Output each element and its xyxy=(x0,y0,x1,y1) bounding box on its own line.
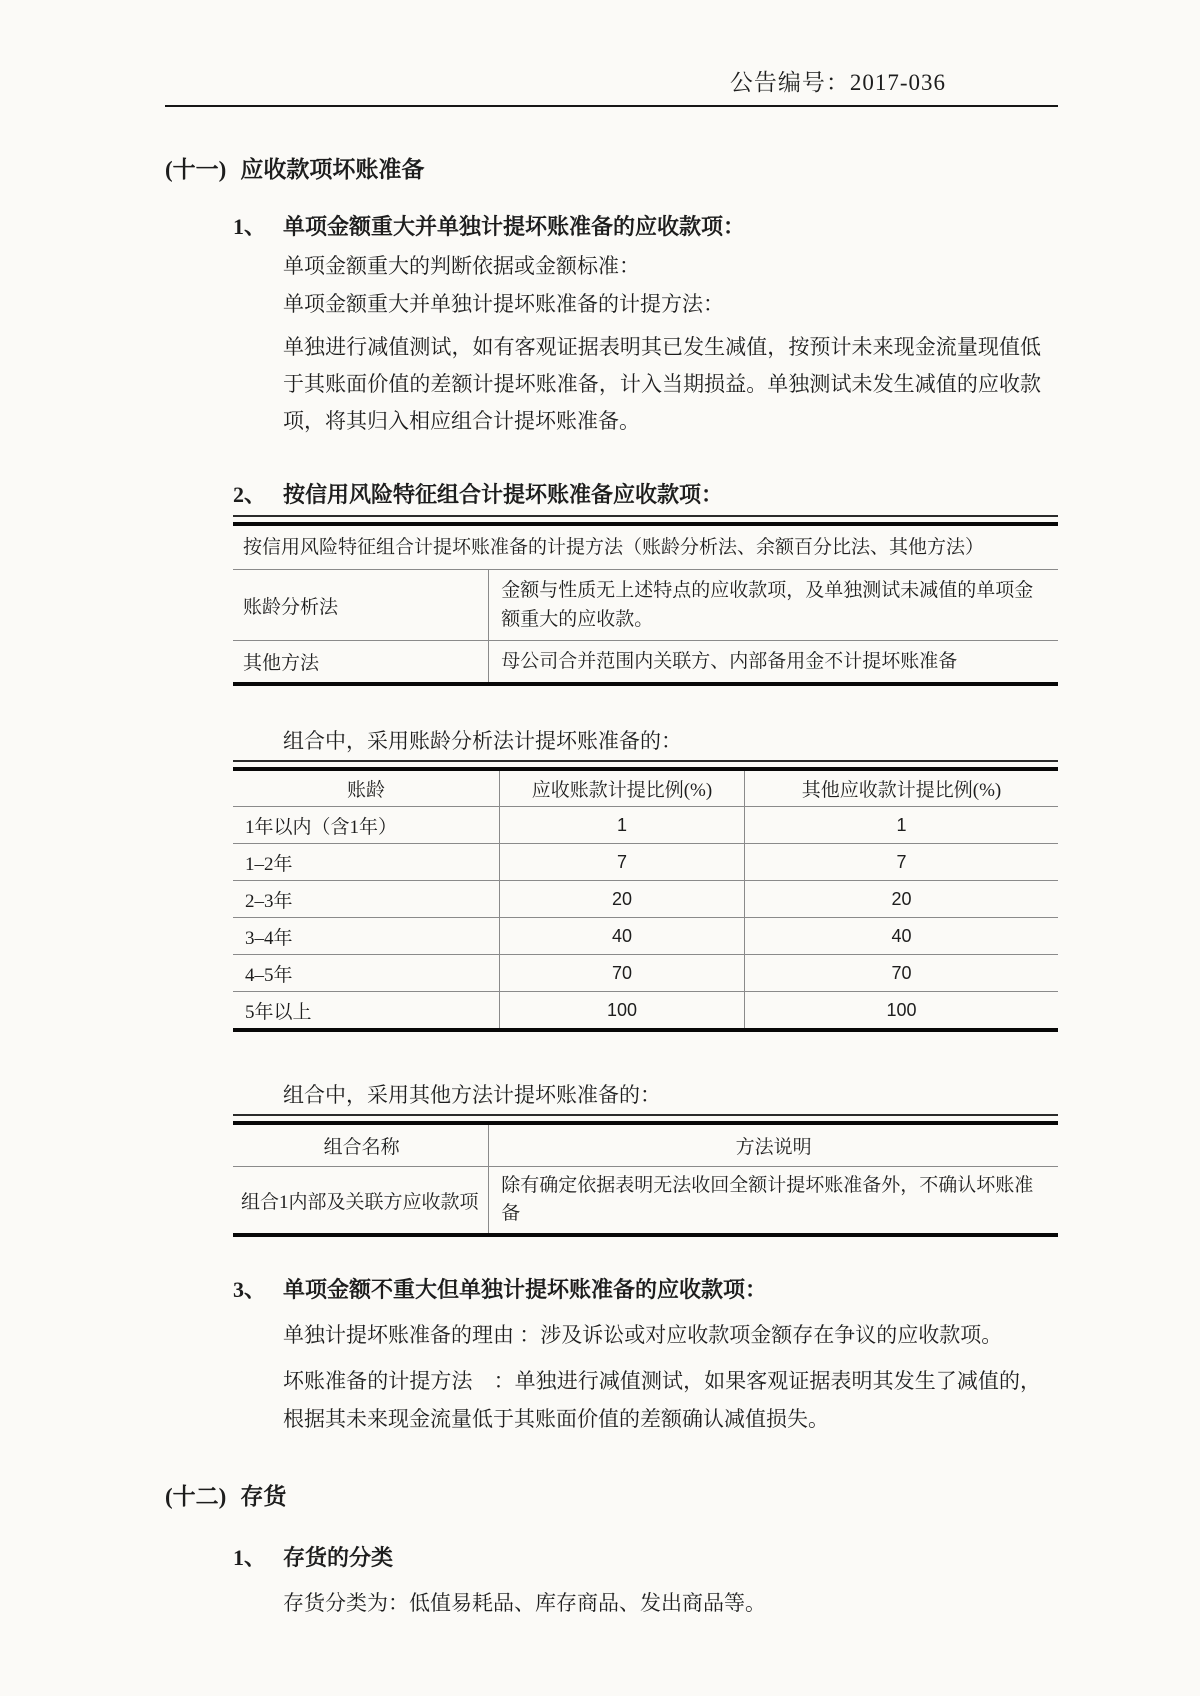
inventory-item-1-heading xyxy=(233,1541,1058,1572)
aging-table xyxy=(233,767,1058,1032)
table-row xyxy=(233,641,1058,685)
aging-table-caption: 组合中，采用账龄分析法计提坏账准备的： xyxy=(233,728,1058,762)
item-1-line-1: 单项金额重大的判断依据或金额标准： xyxy=(283,254,640,278)
page-content xyxy=(165,0,1058,1616)
method-table-span-cell: 按信用风险特征组合计提坏账准备的计提方法（账龄分析法、余额百分比法、其他方法） xyxy=(243,537,985,558)
announcement-number: 公告编号：2017-036 xyxy=(729,70,946,95)
item-2-block xyxy=(233,478,1058,686)
table-row xyxy=(233,844,1058,881)
item-1-heading xyxy=(233,210,1058,241)
other-header-name: 组合名称 xyxy=(323,1137,400,1158)
item-1-title: 单项金额重大并单独计提坏账准备的应收款项： xyxy=(283,214,746,239)
ar-ratio-cell: 7 xyxy=(499,844,744,881)
age-cell: 2–3年 xyxy=(233,881,499,918)
table-row xyxy=(233,955,1058,992)
table-row xyxy=(233,881,1058,918)
other-table-caption: 组合中，采用其他方法计提坏账准备的： xyxy=(233,1082,1058,1116)
item-3-line-1: 单独计提坏账准备的理由 ：涉及诉讼或对应收款项金额存在争议的应收款项。 xyxy=(283,1323,1003,1347)
ar-ratio-cell: 20 xyxy=(499,881,744,918)
ar-ratio-cell: 70 xyxy=(499,955,744,992)
other-ratio-cell: 100 xyxy=(744,992,1058,1031)
age-cell: 5年以上 xyxy=(233,992,499,1031)
aging-header-ar-ratio: 应收账款计提比例(%) xyxy=(499,769,744,807)
section-12-title: 存货 xyxy=(240,1484,287,1509)
item-1-paragraph: 单独进行减值测试，如有客观证据表明其已发生减值，按预计未来现金流量现值低于其账面价值的差额计提坏账准备，计入当期损益。单独测试未发生减值的应收款项，将其归入相应组合计提坏账准备。 xyxy=(283,335,1041,433)
method-desc-cell: 金额与性质无上述特点的应收款项，及单独测试未减值的单项金额重大的应收款。 xyxy=(489,570,1058,641)
table-row xyxy=(233,1167,1058,1236)
table-row xyxy=(233,524,1058,570)
inventory-item-1-number: 1、 xyxy=(233,1545,267,1570)
section-11-heading xyxy=(165,151,1058,184)
age-cell: 1–2年 xyxy=(233,844,499,881)
table-row xyxy=(233,918,1058,955)
combo-desc-cell: 除有确定依据表明无法收回全额计提坏账准备外，不确认坏账准备 xyxy=(489,1167,1058,1236)
table-row xyxy=(233,992,1058,1031)
other-ratio-cell: 40 xyxy=(744,918,1058,955)
ar-ratio-cell: 100 xyxy=(499,992,744,1031)
inventory-classification-line: 存货分类为：低值易耗品、库存商品、发出商品等。 xyxy=(283,1591,766,1615)
item-1-line-2: 单项金额重大并单独计提坏账准备的计提方法： xyxy=(283,292,724,316)
method-desc-cell: 母公司合并范围内关联方、内部备用金不计提坏账准备 xyxy=(489,641,1058,685)
section-12-number: (十二) xyxy=(165,1484,227,1509)
item-1-number: 1、 xyxy=(233,214,267,239)
section-11-title: 应收款项坏账准备 xyxy=(240,157,425,182)
item-2-title: 按信用风险特征组合计提坏账准备应收款项： xyxy=(283,482,724,507)
table-header-row xyxy=(233,1123,1058,1167)
item-2-heading xyxy=(233,478,1058,517)
other-method-table xyxy=(233,1121,1058,1237)
age-cell: 3–4年 xyxy=(233,918,499,955)
aging-table-block xyxy=(233,728,1058,1032)
other-method-block xyxy=(233,1082,1058,1237)
method-name-cell: 其他方法 xyxy=(233,641,489,685)
other-ratio-cell: 7 xyxy=(744,844,1058,881)
ar-ratio-cell: 40 xyxy=(499,918,744,955)
table-row xyxy=(233,570,1058,641)
age-cell: 1年以内（含1年） xyxy=(233,807,499,844)
other-ratio-cell: 70 xyxy=(744,955,1058,992)
item-3-number: 3、 xyxy=(233,1277,267,1302)
method-table xyxy=(233,522,1058,686)
ar-ratio-cell: 1 xyxy=(499,807,744,844)
item-3-paragraph: 坏账准备的计提方法 ：单独进行减值测试，如果客观证据表明其发生了减值的，根据其未来现金流量低于其账面价值的差额确认减值损失。 xyxy=(283,1369,1041,1431)
section-11-number: (十一) xyxy=(165,157,227,182)
inventory-item-1-title: 存货的分类 xyxy=(283,1545,394,1570)
table-header-row xyxy=(233,769,1058,807)
header-rule xyxy=(165,105,1058,107)
combo-name-cell: 组合1内部及关联方应收款项 xyxy=(233,1167,489,1236)
other-ratio-cell: 1 xyxy=(744,807,1058,844)
other-ratio-cell: 20 xyxy=(744,881,1058,918)
table-row xyxy=(233,807,1058,844)
aging-header-age: 账龄 xyxy=(346,780,385,801)
age-cell: 4–5年 xyxy=(233,955,499,992)
method-name-cell: 账龄分析法 xyxy=(233,570,489,641)
item-2-number: 2、 xyxy=(233,482,267,507)
other-header-desc: 方法说明 xyxy=(489,1123,1058,1167)
item-3-heading xyxy=(233,1273,1058,1304)
aging-header-other-ratio: 其他应收款计提比例(%) xyxy=(744,769,1058,807)
section-12-heading xyxy=(165,1478,1058,1511)
item-3-title: 单项金额不重大但单独计提坏账准备的应收款项： xyxy=(283,1277,768,1302)
